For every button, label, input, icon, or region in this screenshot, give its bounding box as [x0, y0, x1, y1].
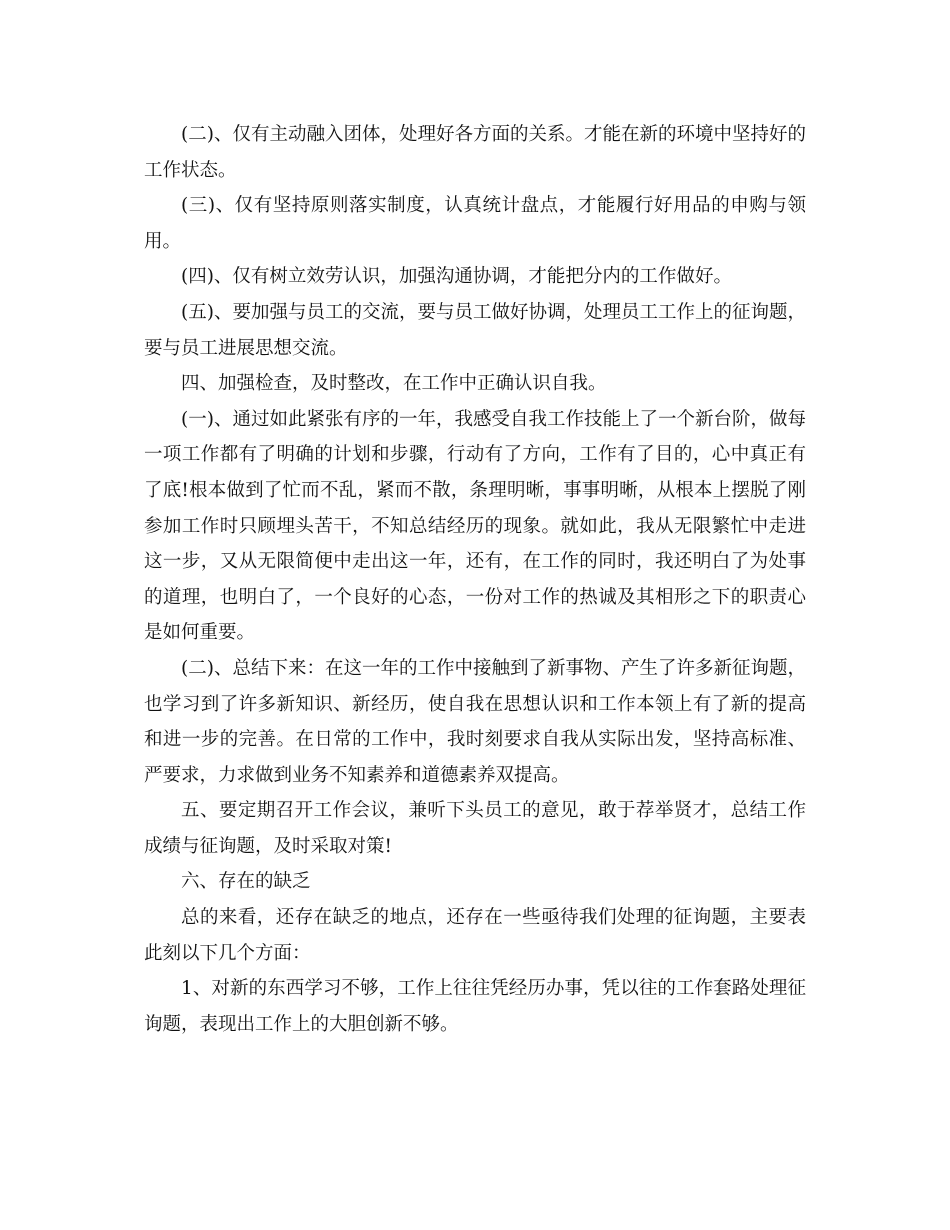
paragraph: (一)、通过如此紧张有序的一年，我感受自我工作技能上了一个新台阶，做每一项工作都有了明确的计划和步骤，行动有了方向，工作有了目的，心中真正有了底!根本做到了忙而不乱，紧而不散，条理明晰，事事明晰，从根本上摆脱了刚参加工作时只顾埋头苦干，不知总结经历的现象。就如此，我从无限繁忙中走进这一步，又从无限简便中走出这一年，还有，在工作的同时，我还明白了为处事的道理，也明白了，一个良好的心态，一份对工作的热诚及其相形之下的职责心是如何重要。 [144, 408, 806, 644]
document-body [144, 117, 806, 1042]
section-heading: 六、存在的缺乏 [181, 871, 311, 893]
paragraph: (二)、总结下来：在这一年的工作中接触到了新事物、产生了许多新征询题，也学习到了许多新知识、新经历，使自我在思想认识和工作本领上有了新的提高和进一步的完善。在日常的工作中，我时刻要求自我从实际出发，坚持高标准、严要求，力求做到业务不知素养和道德素养双提高。 [144, 657, 806, 786]
paragraph: 总的来看，还存在缺乏的地点，还存在一些亟待我们处理的征询题，主要表此刻以下几个方面： [144, 907, 806, 964]
paragraph: (二)、仅有主动融入团体，处理好各方面的关系。才能在新的环境中坚持好的工作状态。 [144, 124, 806, 181]
paragraph: (三)、仅有坚持原则落实制度，认真统计盘点，才能履行好用品的申购与领用。 [144, 195, 806, 252]
section-heading: 五、要定期召开工作会议，兼听下头员工的意见，敢于荐举贤才，总结工作成绩与征询题，及时采取对策! [144, 800, 806, 857]
paragraph: (四)、仅有树立效劳认识，加强沟通协调，才能把分内的工作做好。 [181, 266, 732, 288]
section-heading: 四、加强检查，及时整改，在工作中正确认识自我。 [181, 373, 607, 395]
list-item: 1、对新的东西学习不够，工作上往往凭经历办事，凭以往的工作套路处理征询题，表现出工作上的大胆创新不够。 [144, 978, 806, 1035]
paragraph: (五)、要加强与员工的交流，要与员工做好协调，处理员工工作上的征询题，要与员工进展思想交流。 [144, 301, 806, 359]
